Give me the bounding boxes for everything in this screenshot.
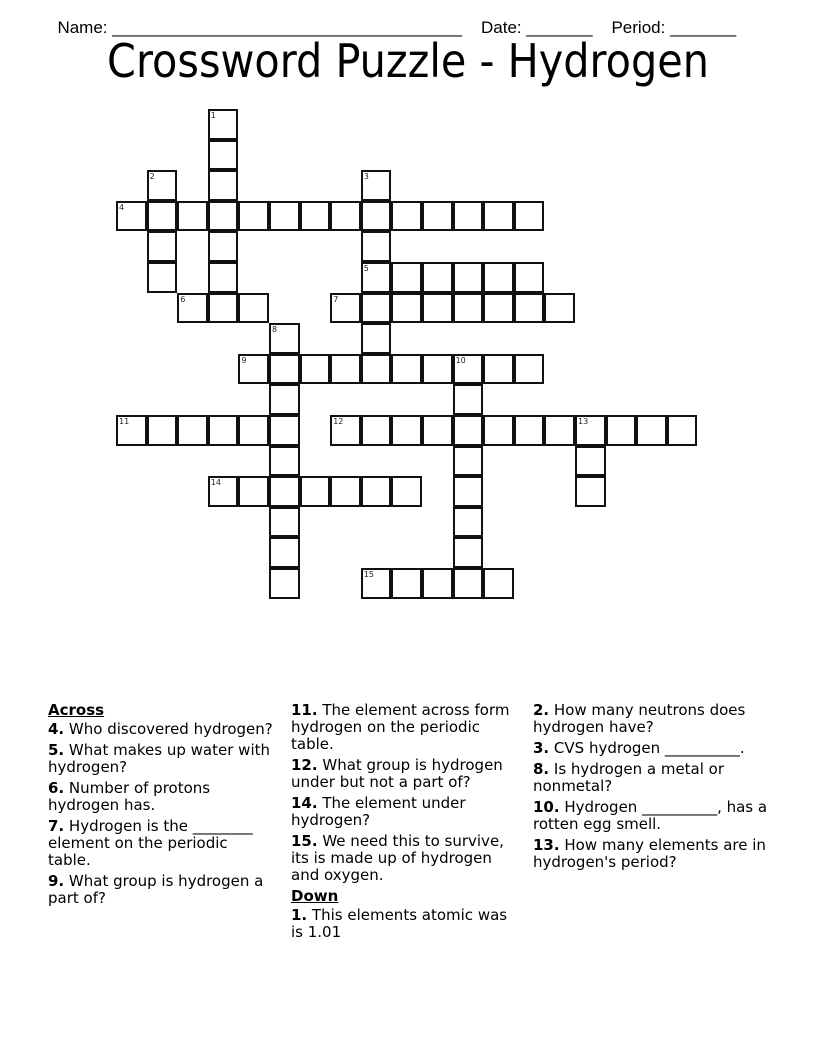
grid-cell[interactable] — [269, 201, 300, 232]
grid-cell[interactable] — [300, 201, 331, 232]
clue-text: Hydrogen is the ________ element on the periodic table. — [48, 817, 253, 869]
grid-cell[interactable] — [238, 354, 269, 385]
grid-cell[interactable] — [147, 201, 178, 232]
grid-cell[interactable] — [575, 476, 606, 507]
clue-across-6 — [48, 780, 273, 814]
clue-number: 14. — [291, 794, 318, 812]
grid-cell[interactable] — [208, 201, 239, 232]
clue-number-label: 14 — [210, 478, 221, 488]
grid-cell[interactable] — [208, 415, 239, 446]
grid-cell[interactable] — [269, 568, 300, 599]
grid-cell[interactable] — [422, 262, 453, 293]
grid-cell[interactable] — [208, 140, 239, 171]
grid-cell[interactable] — [391, 415, 422, 446]
grid-cell[interactable] — [606, 415, 637, 446]
grid-cell[interactable] — [147, 170, 178, 201]
grid-cell[interactable] — [514, 354, 545, 385]
grid-cell[interactable] — [391, 201, 422, 232]
grid-cell[interactable] — [453, 201, 484, 232]
clue-number-label: 13 — [578, 417, 589, 426]
clue-text: Who discovered hydrogen? — [68, 720, 273, 738]
clue-number: 15. — [291, 832, 318, 850]
clue-number-label: 12 — [333, 417, 344, 426]
grid-cell[interactable] — [391, 262, 422, 293]
grid-cell[interactable] — [361, 231, 392, 262]
clue-text: How many elements are in hydrogen's period? — [533, 836, 766, 871]
clue-number: 6. — [48, 779, 65, 797]
clue-down-3 — [533, 740, 773, 757]
clue-text: Hydrogen __________, has a rotten egg smell. — [533, 798, 768, 833]
grid-cell[interactable] — [147, 415, 178, 446]
grid-cell[interactable] — [422, 568, 453, 599]
page-title: Crossword Puzzle - Hydrogen — [107, 34, 709, 88]
clue-text: CVS hydrogen __________. — [553, 739, 745, 757]
grid-cell[interactable] — [544, 415, 575, 446]
grid-cell[interactable] — [269, 537, 300, 568]
grid-cell[interactable] — [422, 201, 453, 232]
grid-cell[interactable] — [361, 568, 392, 599]
grid-cell[interactable] — [269, 507, 300, 538]
grid-cell[interactable] — [300, 476, 331, 507]
clue-text: What makes up water with hydrogen? — [48, 741, 270, 776]
grid-cell[interactable] — [453, 384, 484, 415]
grid-cell[interactable] — [514, 415, 545, 446]
grid-cell[interactable] — [361, 476, 392, 507]
clue-number-label: 6 — [180, 294, 186, 304]
clue-down-10 — [533, 799, 773, 833]
across-heading: Across — [48, 701, 105, 719]
grid-cell[interactable] — [667, 415, 698, 446]
grid-cell[interactable] — [636, 415, 667, 446]
period-blank[interactable]: _______ — [670, 18, 737, 37]
clue-number-label: 9 — [241, 355, 247, 365]
date-label: Date: — [481, 18, 522, 37]
clue-across-7 — [48, 818, 273, 869]
grid-cell[interactable] — [544, 293, 575, 324]
grid-cell[interactable] — [361, 170, 392, 201]
name-label: Name: — [57, 18, 108, 37]
grid-cell[interactable] — [238, 476, 269, 507]
grid-cell[interactable] — [330, 415, 361, 446]
grid-cell[interactable] — [238, 415, 269, 446]
period-label: Period: — [611, 18, 666, 37]
grid-cell[interactable] — [330, 293, 361, 324]
grid-cell[interactable] — [300, 354, 331, 385]
grid-cell[interactable] — [514, 201, 545, 232]
grid-cell[interactable] — [208, 293, 239, 324]
clue-number: 10. — [533, 798, 560, 816]
grid-cell[interactable] — [391, 354, 422, 385]
down-heading: Down — [291, 887, 339, 905]
clue-across-5 — [48, 742, 273, 776]
grid-cell[interactable] — [269, 415, 300, 446]
grid-cell[interactable] — [483, 262, 514, 293]
grid-cell[interactable] — [391, 293, 422, 324]
grid-cell[interactable] — [453, 507, 484, 538]
clues-column-2 — [291, 702, 521, 945]
grid-cell[interactable] — [208, 262, 239, 293]
clue-number: 8. — [533, 760, 550, 778]
grid-cell[interactable] — [269, 446, 300, 477]
clue-text: What group is hydrogen under but not a part of? — [291, 756, 503, 791]
grid-cell[interactable] — [575, 446, 606, 477]
clue-across-11 — [291, 702, 521, 753]
clue-number: 1. — [291, 906, 308, 924]
grid-cell[interactable] — [269, 323, 300, 354]
grid-cell[interactable] — [453, 537, 484, 568]
grid-cell[interactable] — [575, 415, 606, 446]
grid-cell[interactable] — [391, 568, 422, 599]
clue-across-4 — [48, 721, 273, 738]
grid-cell[interactable] — [361, 323, 392, 354]
grid-cell[interactable] — [177, 293, 208, 324]
grid-cell[interactable] — [483, 354, 514, 385]
grid-cell[interactable] — [361, 201, 392, 232]
clue-number-label: 8 — [272, 325, 278, 335]
grid-cell[interactable] — [422, 354, 453, 385]
clue-number: 11. — [291, 701, 318, 719]
clue-across-9 — [48, 873, 273, 907]
grid-cell[interactable] — [147, 262, 178, 293]
grid-cell[interactable] — [361, 415, 392, 446]
clue-number: 5. — [48, 741, 65, 759]
clue-number: 2. — [533, 701, 550, 719]
grid-cell[interactable] — [453, 446, 484, 477]
clues-column-1 — [48, 702, 273, 911]
grid-cell[interactable] — [453, 293, 484, 324]
clue-across-12 — [291, 757, 521, 791]
grid-cell[interactable] — [422, 415, 453, 446]
grid-cell[interactable] — [269, 384, 300, 415]
grid-cell[interactable] — [330, 476, 361, 507]
grid-cell[interactable] — [361, 354, 392, 385]
clue-text: Number of protons hydrogen has. — [48, 779, 211, 814]
clue-number: 7. — [48, 817, 65, 835]
clue-down-8 — [533, 761, 773, 795]
clue-number-label: 2 — [149, 172, 155, 182]
clue-number-label: 5 — [363, 264, 369, 273]
grid-cell[interactable] — [208, 476, 239, 507]
grid-cell[interactable] — [177, 201, 208, 232]
name-blank[interactable]: _____________________________________ — [112, 18, 463, 37]
clue-number-label: 1 — [210, 111, 216, 120]
grid-cell[interactable] — [330, 201, 361, 232]
grid-cell[interactable] — [116, 415, 147, 446]
clue-down-2 — [533, 702, 773, 736]
grid-cell[interactable] — [453, 354, 484, 385]
clue-down-1 — [291, 907, 521, 941]
grid-cell[interactable] — [514, 293, 545, 324]
clue-number-label: 10 — [455, 355, 466, 365]
clue-number-label: 3 — [363, 172, 369, 182]
clue-text: Is hydrogen a metal or nonmetal? — [533, 760, 725, 795]
clue-number-label: 4 — [119, 202, 125, 212]
grid-cell[interactable] — [208, 170, 239, 201]
grid-cell[interactable] — [361, 293, 392, 324]
grid-cell[interactable] — [330, 354, 361, 385]
clue-text: The element across form hydrogen on the periodic table. — [291, 701, 510, 753]
grid-cell[interactable] — [453, 476, 484, 507]
grid-cell[interactable] — [147, 231, 178, 262]
date-blank[interactable]: _______ — [526, 18, 593, 37]
grid-cell[interactable] — [453, 568, 484, 599]
grid-cell[interactable] — [483, 568, 514, 599]
clue-number: 13. — [533, 836, 560, 854]
grid-cell[interactable] — [453, 262, 484, 293]
clue-text: How many neutrons does hydrogen have? — [533, 701, 746, 736]
clue-text: We need this to survive, its is made up of hydrogen and oxygen. — [291, 832, 504, 884]
grid-cell[interactable] — [483, 415, 514, 446]
clue-number: 12. — [291, 756, 318, 774]
grid-cell[interactable] — [116, 201, 147, 232]
grid-cell[interactable] — [483, 201, 514, 232]
grid-cell[interactable] — [208, 109, 239, 140]
clue-number: 3. — [533, 739, 550, 757]
clue-number: 4. — [48, 720, 65, 738]
clue-across-15 — [291, 833, 521, 884]
clues-column-3 — [533, 702, 773, 875]
grid-cell[interactable] — [453, 415, 484, 446]
grid-cell[interactable] — [238, 293, 269, 324]
grid-cell[interactable] — [422, 293, 453, 324]
clue-number-label: 11 — [119, 417, 130, 426]
clue-number-label: 7 — [333, 294, 339, 304]
grid-cell[interactable] — [483, 293, 514, 324]
grid-cell[interactable] — [208, 231, 239, 262]
clue-text: This elements atomic was is 1.01 — [291, 906, 508, 941]
grid-cell[interactable] — [391, 476, 422, 507]
grid-cell[interactable] — [177, 415, 208, 446]
clue-across-14 — [291, 795, 521, 829]
clue-down-13 — [533, 837, 773, 871]
clue-text: The element under hydrogen? — [291, 794, 466, 829]
grid-cell[interactable] — [269, 354, 300, 385]
clue-text: What group is hydrogen a part of? — [48, 872, 264, 907]
grid-cell[interactable] — [269, 476, 300, 507]
clue-number-label: 15 — [363, 570, 374, 579]
grid-cell[interactable] — [238, 201, 269, 232]
clue-number: 9. — [48, 872, 65, 890]
grid-cell[interactable] — [514, 262, 545, 293]
grid-cell[interactable] — [361, 262, 392, 293]
